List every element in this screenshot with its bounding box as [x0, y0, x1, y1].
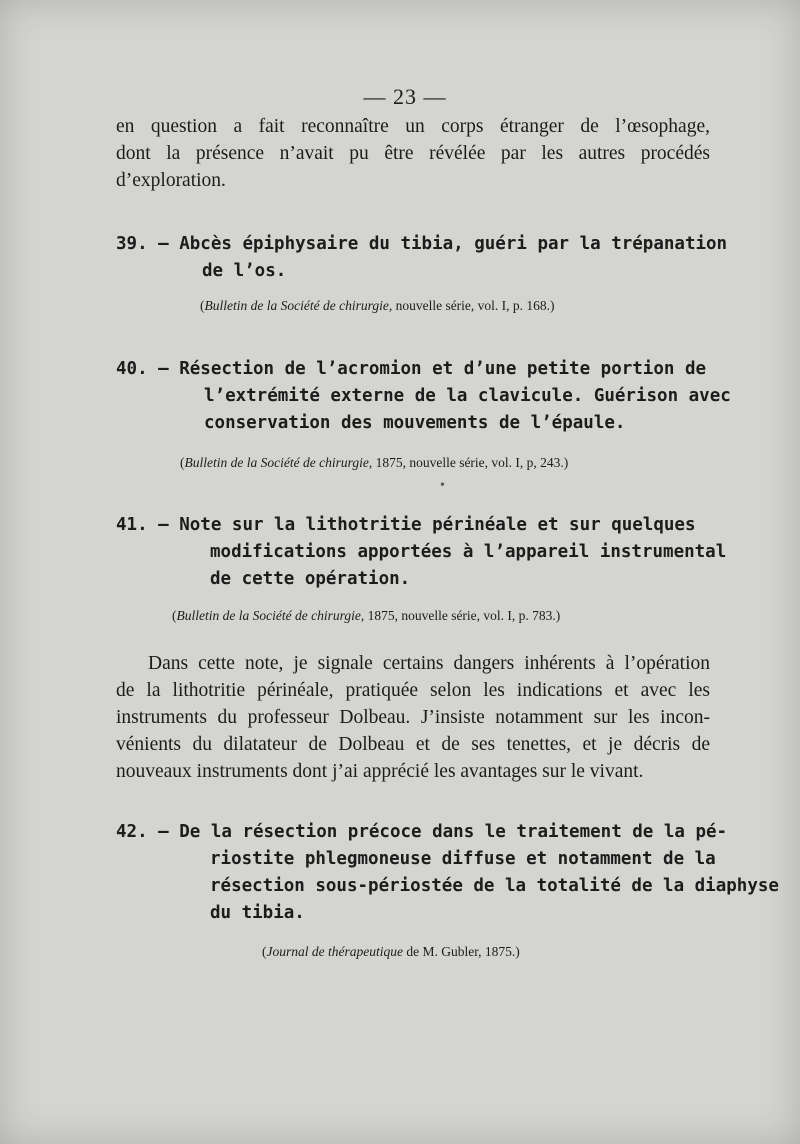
citation-details: 1875, nouvelle série, vol. I, p, 243.): [372, 455, 569, 470]
citation-details: de M. Gubler, 1875.): [402, 944, 520, 959]
intro-paragraph: [116, 113, 710, 194]
entry-title-line: — Résection de l’acromion et d’une petite portion de: [158, 359, 707, 379]
entry-number: 42.: [116, 822, 148, 842]
body-line: vénients du dilatateur de Dolbeau et de ses tenettes, et je décris de: [116, 734, 710, 755]
entry-title-line: modifications apportées à l’appareil instrumental: [210, 542, 727, 562]
citation-source: Bulletin de la Société de chirurgie,: [184, 455, 373, 470]
entry-42-citation: (Journal de thérapeutique de M. Gubler, 1875.): [262, 944, 520, 959]
print-speck: •: [440, 478, 445, 493]
citation-source: Bulletin de la Société de chirurgie,: [176, 608, 365, 623]
entry-title-line: — Note sur la lithotritie périnéale et sur quelques: [158, 515, 696, 535]
body-line: instruments du professeur Dolbeau. J’insiste notamment sur les incon-: [116, 707, 710, 728]
entry-39-title: [116, 231, 728, 285]
entry-title-line: riostite phlegmoneuse diffuse et notamment de la: [210, 849, 716, 869]
body-line: de la lithotritie périnéale, pratiquée selon les indications et avec les: [116, 680, 710, 701]
citation-details: 1875, nouvelle série, vol. I, p. 783.): [364, 608, 561, 623]
intro-line: d’exploration.: [116, 170, 226, 191]
body-line: Dans cette note, je signale certains dangers inhérents à l’opération: [148, 653, 710, 674]
entry-number: 40.: [116, 359, 148, 379]
entry-title-line: — De la résection précoce dans le traitement de la pé-: [158, 822, 728, 842]
entry-number: 41.: [116, 515, 148, 535]
entry-41-title: [116, 512, 727, 593]
entry-title-line: du tibia.: [210, 903, 305, 923]
entry-title-line: — Abcès épiphysaire du tibia, guéri par la trépanation: [158, 234, 728, 254]
entry-title-line: l’extrémité externe de la clavicule. Guérison avec: [204, 386, 731, 406]
entry-42-title: [116, 819, 779, 927]
entry-title-line: conservation des mouvements de l’épaule.: [204, 413, 626, 433]
citation-details: nouvelle série, vol. I, p. 168.): [392, 298, 555, 313]
entry-41-citation: (Bulletin de la Société de chirurgie, 1875, nouvelle série, vol. I, p. 783.): [172, 608, 561, 623]
entry-41-body: [116, 650, 710, 785]
page-number: — 23 —: [363, 84, 447, 109]
entry-39-citation: (Bulletin de la Société de chirurgie, nouvelle série, vol. I, p. 168.): [200, 298, 555, 313]
entry-40-title: [116, 356, 731, 437]
entry-40-citation: (Bulletin de la Société de chirurgie, 1875, nouvelle série, vol. I, p, 243.): [180, 455, 569, 470]
citation-source: Bulletin de la Société de chirurgie,: [204, 298, 393, 313]
intro-line: en question a fait reconnaître un corps étranger de l’œsophage,: [116, 116, 710, 137]
body-line: nouveaux instruments dont j’ai apprécié les avantages sur le vivant.: [116, 761, 644, 782]
entry-number: 39.: [116, 234, 148, 254]
entry-title-line: de cette opération.: [210, 569, 411, 589]
entry-title-line: de l’os.: [202, 261, 287, 281]
entry-title-line: résection sous-périostée de la totalité de la diaphyse: [210, 876, 779, 896]
intro-line: dont la présence n’avait pu être révélée par les autres procédés: [116, 143, 710, 164]
citation-source: Journal de thérapeutique: [266, 944, 403, 959]
